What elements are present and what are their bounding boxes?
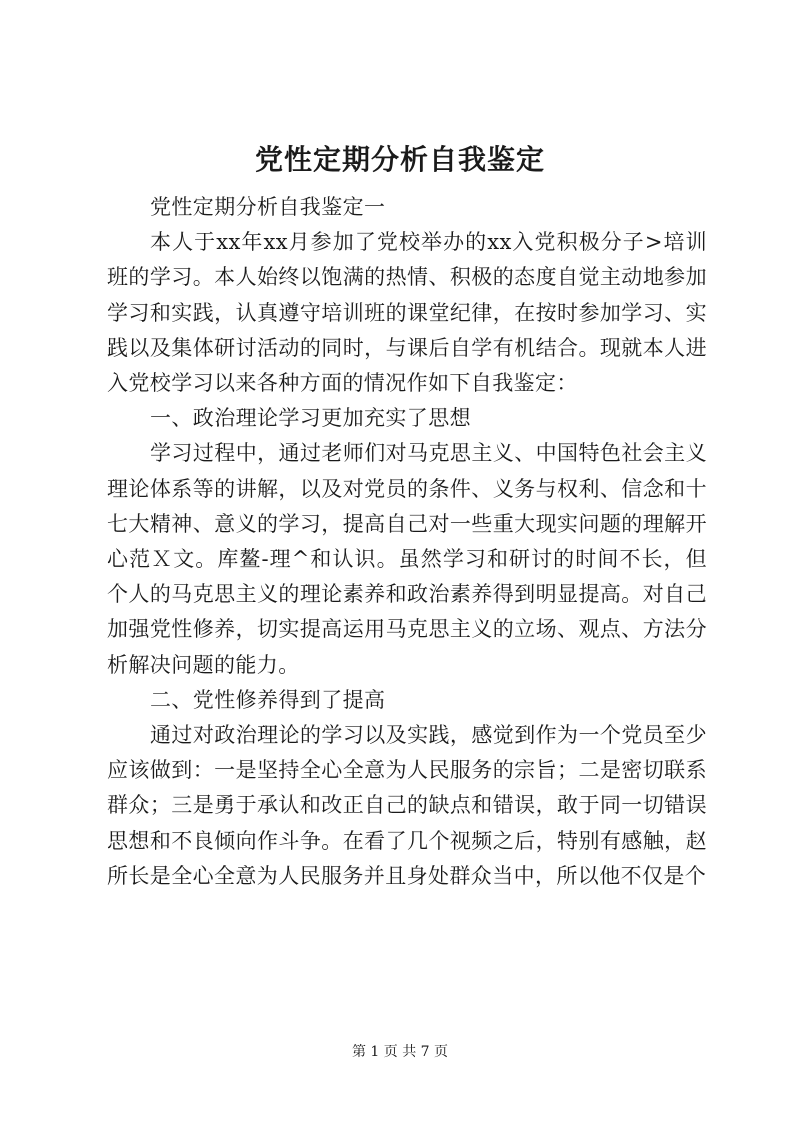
paragraph-section-1: 学习过程中，通过老师们对马克思主义、中国特色社会主义理论体系等的讲解，以及对党员的条件、义务与权利、信念和十七大精神、意义的学习，提高自己对一些重大现实问题的理解开心范Ｘ文。库鳌-理^和认识。虽然学习和研讨的时间不长，但个人的马克思主义的理论素养和政治素养得到明显提高。对自己加强党性修养，切实提高运用马克思主义的立场、观点、方法分析解决问题的能力。: [107, 441, 707, 677]
document-title: 党性定期分析自我鉴定: [254, 143, 545, 176]
section-heading-1: 一、政治理论学习更加充实了思想: [150, 406, 471, 431]
document-body: [107, 190, 707, 894]
paragraph-subtitle: 党性定期分析自我鉴定一: [150, 195, 386, 219]
page-footer: 第 1 页 共 7 页: [351, 1044, 449, 1060]
paragraph-intro: 本人于xx年xx月参加了党校举办的xx入党积极分子>培训班的学习。本人始终以饱满的热情、积极的态度自觉主动地参加学习和实践，认真遵守培训班的课堂纪律，在按时参加学习、实践以及集体研讨活动的同时，与课后自学有机结合。现就本人进入党校学习以来各种方面的情况作如下自我鉴定：: [107, 230, 707, 396]
paragraph-section-2: 通过对政治理论的学习以及实践，感觉到作为一个党员至少应该做到：一是坚持全心全意为人民服务的宗旨；二是密切联系群众；三是勇于承认和改正自己的缺点和错误，敢于同一切错误思想和不良倾向作斗争。在看了几个视频之后，特别有感触，赵所长是全心全意为人民服务并且身处群众当中，所以他不仅是个: [107, 723, 707, 888]
section-heading-2: 二、党性修养得到了提高: [150, 687, 386, 712]
